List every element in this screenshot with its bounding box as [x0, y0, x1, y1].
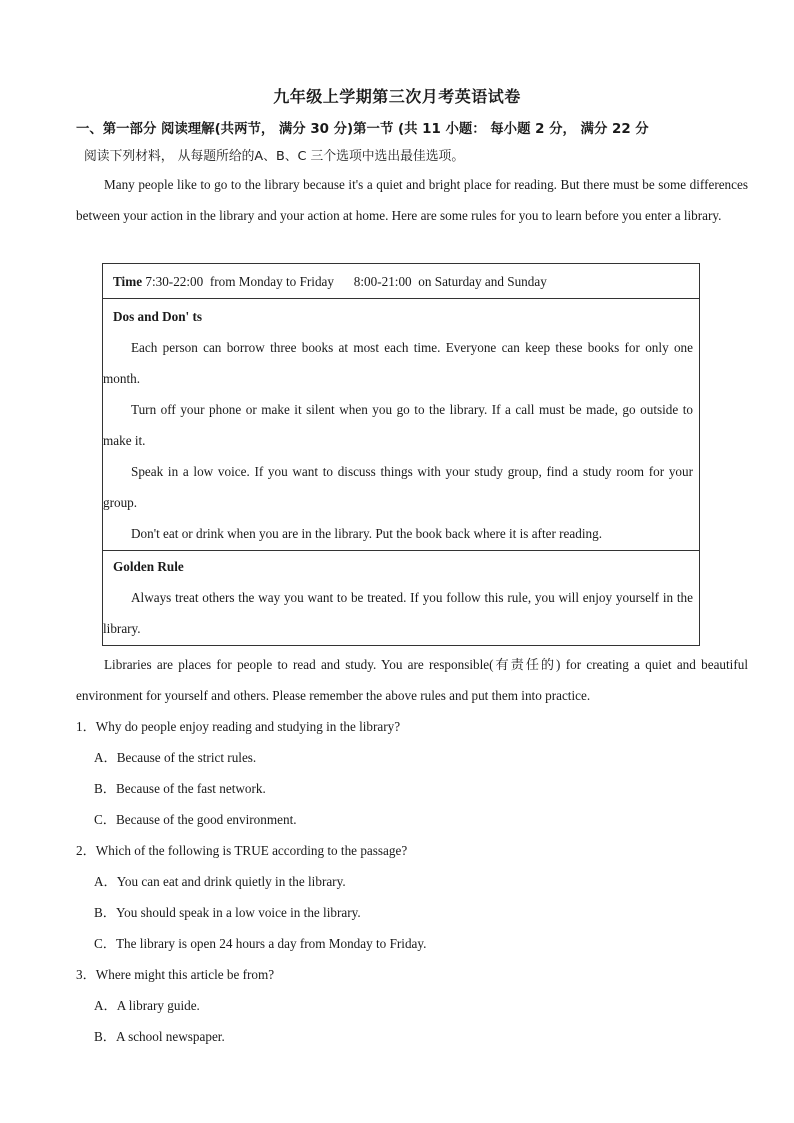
rule-item: Speak in a low voice. If you want to discuss things with your study group, find a study room for your group. — [103, 464, 693, 510]
answer-option[interactable]: C．Because of the good environment. — [94, 812, 297, 827]
question-stem: 2．Which of the following is TRUE according to the passage? — [76, 843, 408, 858]
golden-rule-row — [103, 551, 699, 645]
golden-text: Always treat others the way you want to be treated. If you follow this rule, you will enjoy yourself in the library. — [103, 590, 693, 636]
answer-option[interactable]: A．A library guide. — [94, 998, 200, 1013]
rule-item: Don't eat or drink when you are in the library. Put the book back where it is after reading. — [131, 526, 602, 541]
rule-item: Each person can borrow three books at most each time. Everyone can keep these books for only one month. — [103, 340, 693, 386]
golden-heading: Golden Rule — [113, 559, 184, 574]
page-title: 九年级上学期第三次月考英语试卷 — [273, 87, 521, 106]
hours-row — [103, 264, 699, 299]
intro-paragraph: Many people like to go to the library because it's a quiet and bright place for reading. But there must be some differences between your action in the library and your action at home. Here are some rules for you to learn before you enter a library. — [76, 177, 748, 223]
intro-passage — [76, 169, 748, 231]
answer-option[interactable]: B．You should speak in a low voice in the library. — [94, 905, 361, 920]
answer-option[interactable]: A．Because of the strict rules. — [94, 750, 257, 765]
question-stem: 1．Why do people enjoy reading and studying in the library? — [76, 719, 401, 734]
dos-and-donts-row — [103, 299, 699, 551]
section-heading: 一、第一部分 阅读理解(共两节， 满分 30 分)第一节 (共 11 小题： 每小题 2 分， 满分 22 分 — [76, 122, 649, 137]
answer-option[interactable]: C．The library is open 24 hours a day from Monday to Friday. — [94, 936, 427, 951]
answer-option[interactable]: B．Because of the fast network. — [94, 781, 266, 796]
instruction-text: 阅读下列材料， 从每题所给的A、B、C 三个选项中选出最佳选项。 — [84, 149, 465, 164]
library-rules-box — [102, 263, 700, 646]
question-list — [76, 711, 756, 1052]
time-text: 7:30-22:00 from Monday to Friday 8:00-21:00 on Saturday and Sunday — [142, 274, 547, 289]
closing-passage — [76, 649, 748, 711]
answer-option[interactable]: A．You can eat and drink quietly in the library. — [94, 874, 346, 889]
rule-item: Turn off your phone or make it silent when you go to the library. If a call must be made, go outside to make it. — [103, 402, 693, 448]
dos-heading: Dos and Don' ts — [113, 309, 203, 324]
closing-paragraph: Libraries are places for people to read and study. You are responsible(有责任的) for creating a quiet and beautiful environment for yourself and others. Please remember the above rules and put them into practice. — [76, 657, 748, 703]
time-label: Time — [113, 274, 143, 289]
question-stem: 3．Where might this article be from? — [76, 967, 275, 982]
answer-option[interactable]: B．A school newspaper. — [94, 1029, 225, 1044]
